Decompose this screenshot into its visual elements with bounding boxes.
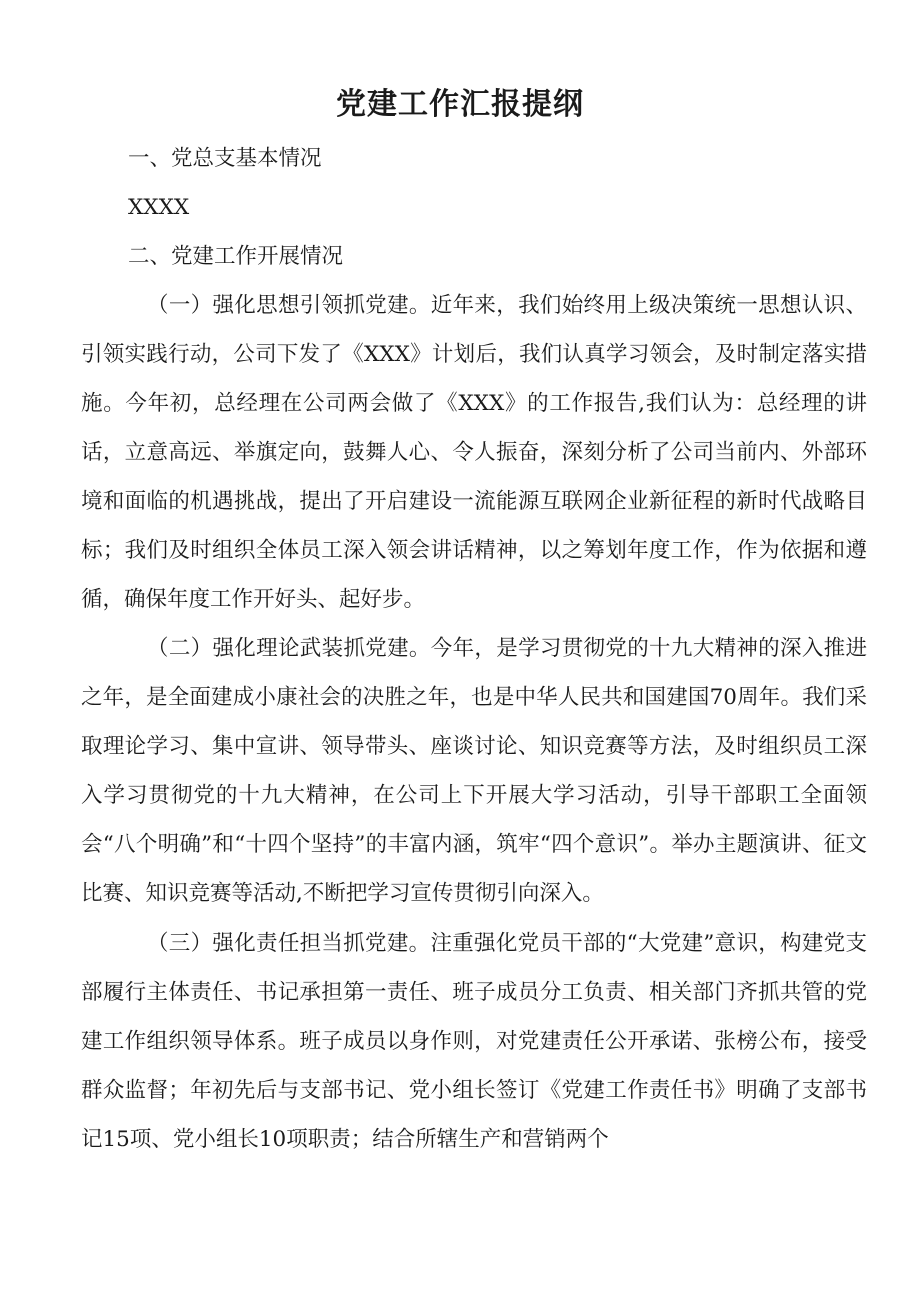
document-title: 党建工作汇报提纲 xyxy=(336,87,584,122)
section-content-basic-info: XXXX xyxy=(128,195,190,220)
paragraph-responsibility: （三）强化责任担当抓党建。注重强化党员干部的“大党建”意识，构建党支部履行主体责任、书记承担第一责任、班子成员分工负责、相关部门齐抓共管的党建工作组织领导体系。班子成员以身作则，对党建责任公开承诺、张榜公布，接受群众监督；年初先后与支部书记、党小组长签订《党建工作责任书》明确了支部书记15项、党小组长10项职责；结合所辖生产和营销两个 xyxy=(81,931,867,1152)
document-body xyxy=(81,134,867,1164)
section-heading-basic-info: 一、党总支基本情况 xyxy=(128,146,322,171)
paragraph-theoretical-armament: （二）强化理论武装抓党建。今年，是学习贯彻党的十九大精神的深入推进之年，是全面建成小康社会的决胜之年，也是中华人民共和国建国70周年。我们采取理论学习、集中宣讲、领导带头、座谈讨论、知识竞赛等方法，及时组织员工深入学习贯彻党的十九大精神，在公司上下开展大学习活动，引导干部职工全面领会“八个明确”和“十四个坚持”的丰富内涵，筑牢“四个意识”。举办主题演讲、征文比赛、知识竞赛等活动,不断把学习宣传贯彻引向深入。 xyxy=(81,636,867,906)
section-heading-work-progress: 二、党建工作开展情况 xyxy=(128,244,344,269)
paragraph-ideological-guidance: （一）强化思想引领抓党建。近年来，我们始终用上级决策统一思想认识、引领实践行动，公司下发了《XXX》计划后，我们认真学习领会，及时制定落实措施。今年初，总经理在公司两会做了《XXX》的工作报告,我们认为：总经理的讲话，立意高远、举旗定向，鼓舞人心、令人振奋，深刻分析了公司当前内、外部环境和面临的机遇挑战，提出了开启建设一流能源互联网企业新征程的新时代战略目标；我们及时组织全体员工深入领会讲话精神，以之筹划年度工作，作为依据和遵循，确保年度工作开好头、起好步。 xyxy=(81,293,867,612)
